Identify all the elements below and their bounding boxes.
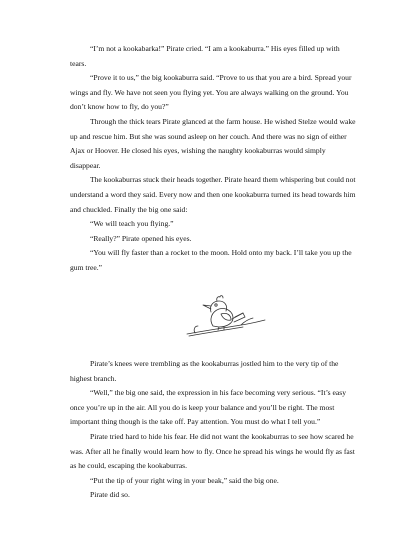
story-text-bottom [70,357,356,503]
paragraph: “You will fly faster than a rocket to the moon. Hold onto my back. I’ll take you up the gum tree.” [70,248,352,272]
paragraph: Pirate tried hard to hide his fear. He did not want the kookaburras to see how scared he was. After all he finally would learn how to fly. Once he spread his wings he would fly as fast as he could, escaping the kookaburras. [70,431,355,471]
paragraph: Pirate’s knees were trembling as the kookaburras jostled him to the very tip of the highest branch. [70,359,339,383]
paragraph: “I’m not a kookabarka!” Pirate cried. “I am a kookaburra.” His eyes filled up with tears. [70,44,340,68]
paragraph: “Really?” Pirate opened his eyes. [90,233,192,243]
paragraph: Pirate did so. [90,490,130,500]
paragraph: “Put the tip of your right wing in your beak,” said the big one. [90,475,279,485]
paragraph: “Prove it to us,” the big kookaburra said. “Prove to us that you are a bird. Spread your wings and fly. We have not seen you flying yet. You are always walking on the ground. You don’t know how to fly, do you?” [70,73,352,112]
paragraph: The kookaburras stuck their heads together. Pirate heard them whispering but could not understand a word they said. Every now and then one kookaburra turned its head towards him and chuckled. Finally the big one said: [70,175,356,214]
paragraph: “We will teach you flying.” [90,219,174,229]
paragraph: Through the thick tears Pirate glanced at the farm house. He wished Stelze would wake up and rescue him. But she was sound asleep on her couch. And there was no sign of either Ajax or Hoover. He closed his eyes, wishing the naughty kookaburras would simply disappear. [70,116,356,170]
paragraph: “Well,” the big one said, the expression in his face becoming very serious. “It’s easy once you’re up in the air. All you do is keep your balance and you’ll be right. The most important thing though is the take off. Pay attention. You must do what I tell you.” [70,388,347,427]
bird-on-branch-illustration [183,290,269,342]
story-text-top [70,42,356,276]
